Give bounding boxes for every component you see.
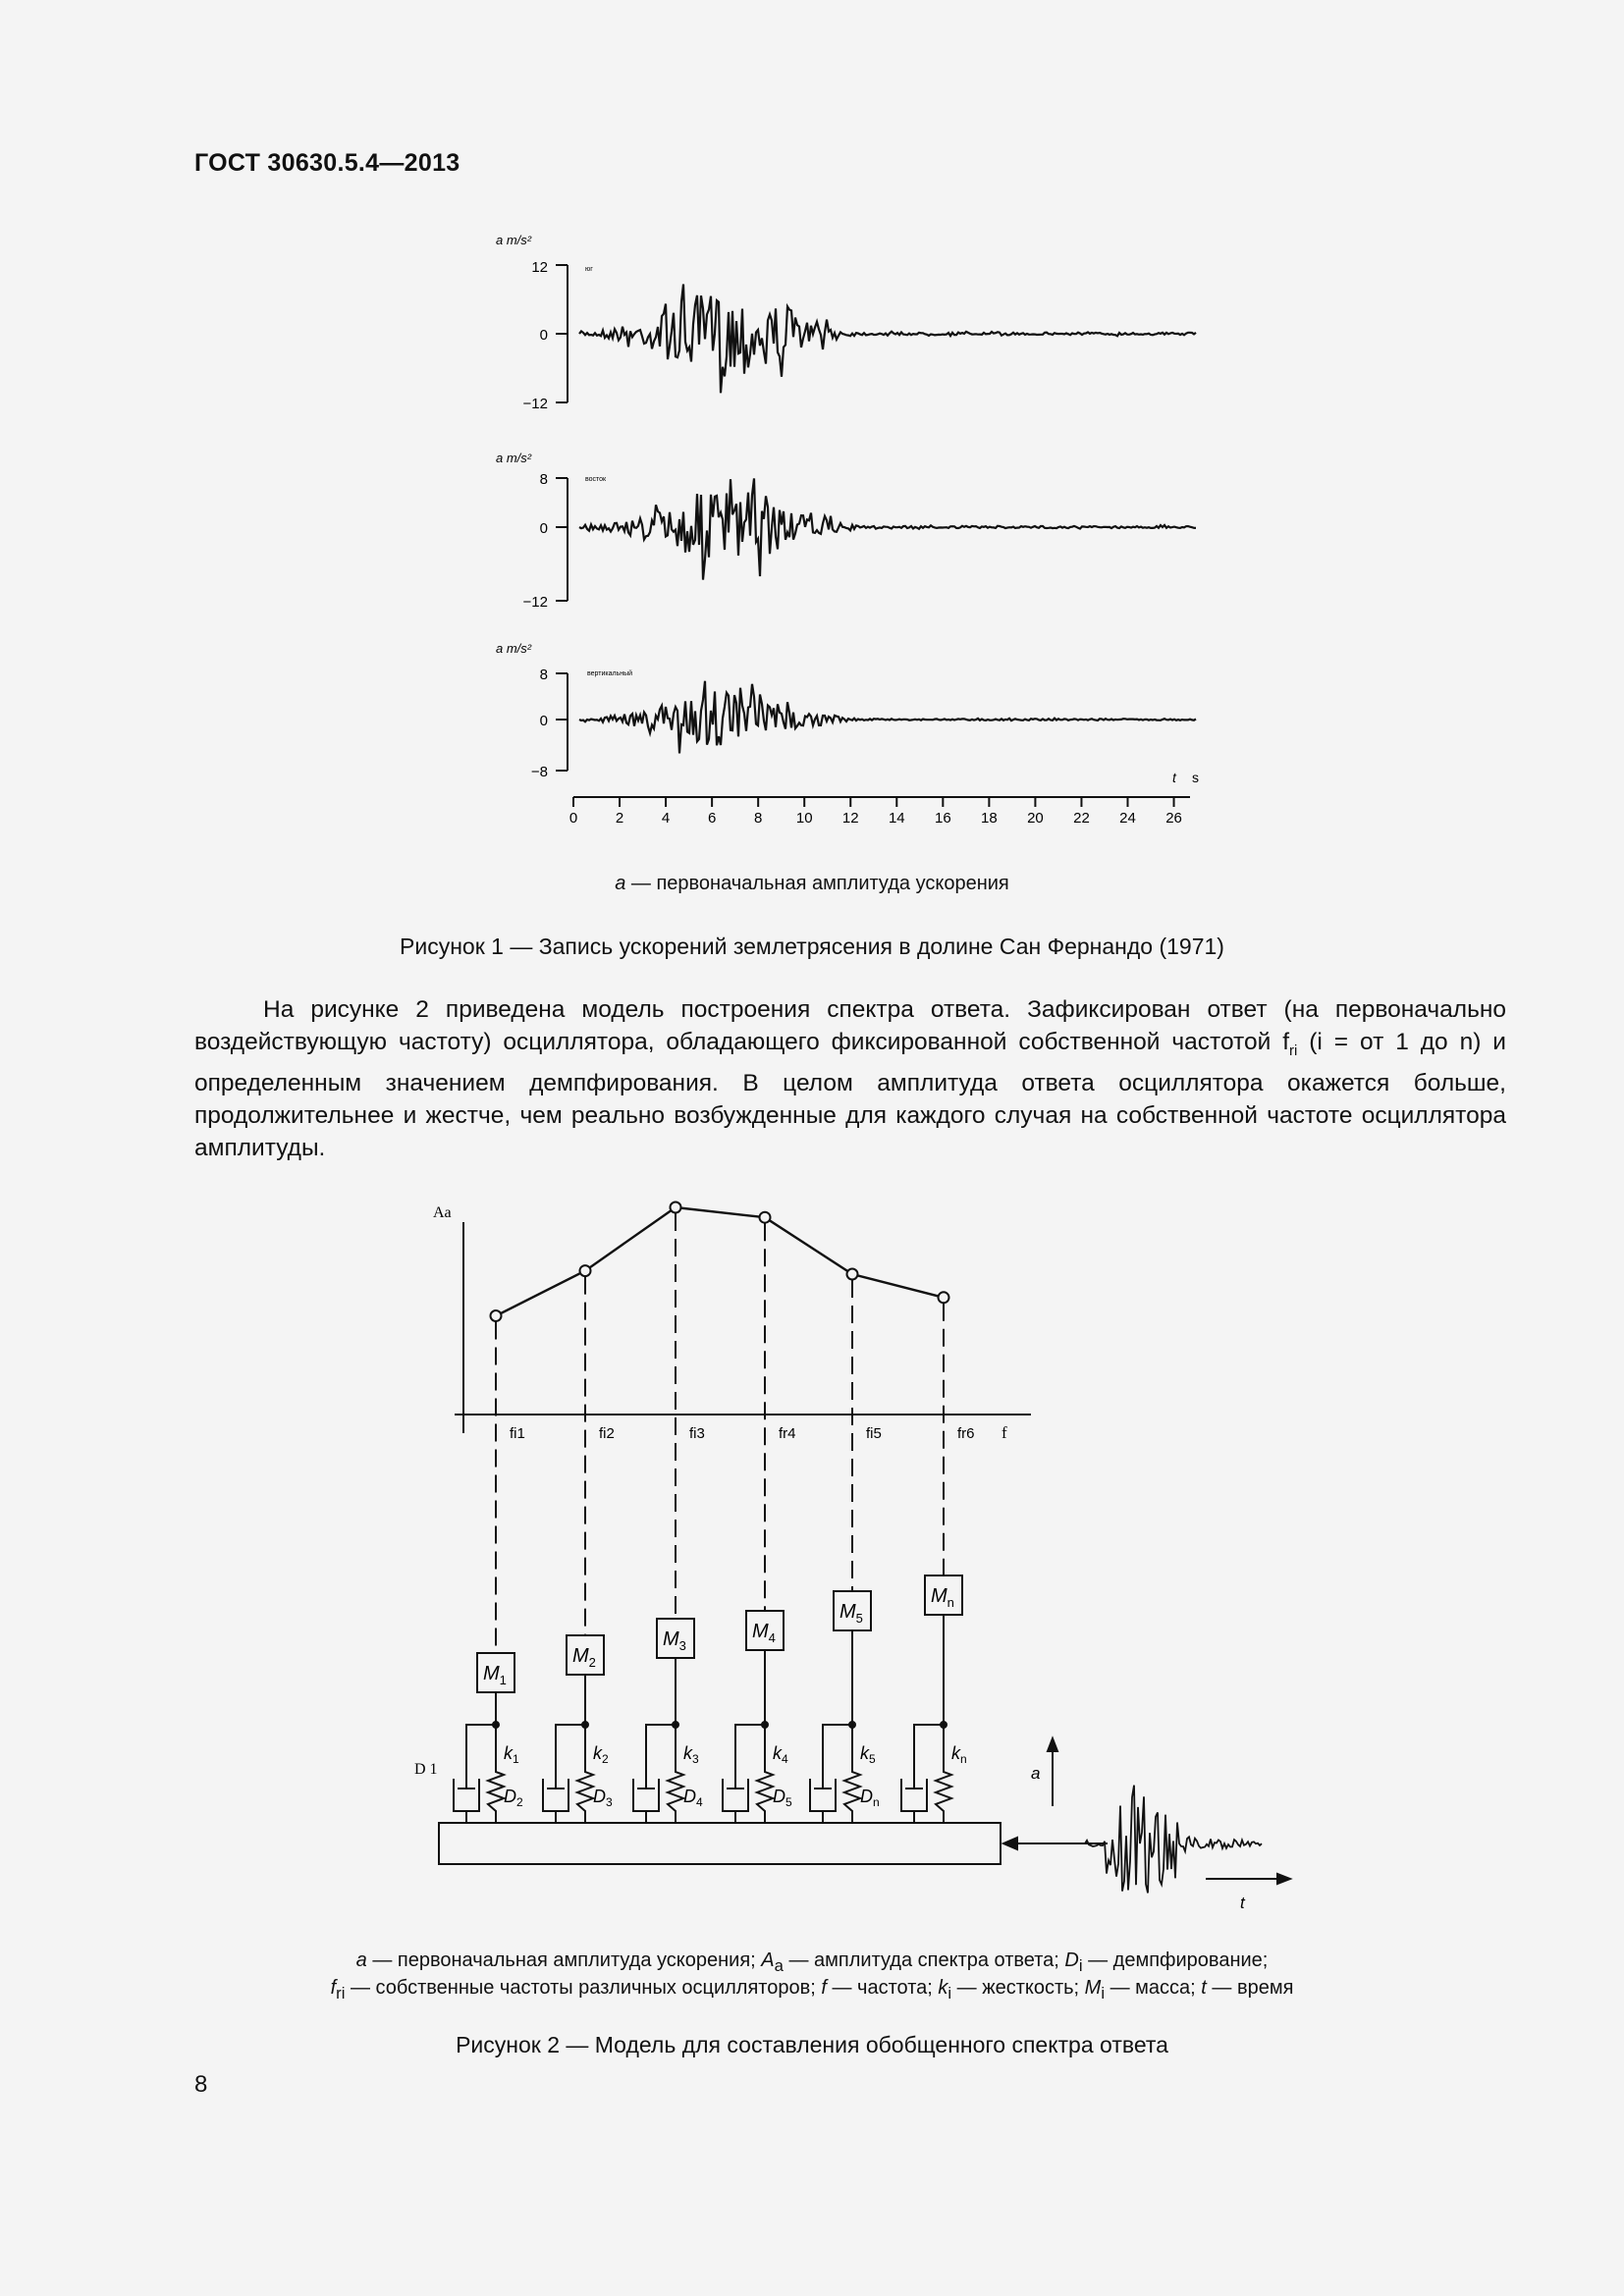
damping-label: $D_4$: [683, 1787, 703, 1809]
panel2-tick-top: 8: [539, 471, 548, 488]
frequency-label: fr4: [779, 1425, 796, 1442]
panel2-unit-label: a m/s²: [496, 451, 532, 465]
spectrum-point: [847, 1269, 858, 1280]
stiffness-label: $k_4$: [773, 1743, 788, 1766]
panel2-tick-bottom: −12: [522, 594, 548, 611]
fig2-y-label: Aa: [433, 1204, 452, 1221]
page-number: 8: [194, 2071, 208, 2098]
panel3-tick-zero: 0: [539, 713, 548, 729]
stiffness-label: $k_2$: [593, 1743, 609, 1766]
spectrum-point: [580, 1265, 591, 1276]
panel3-tick-bottom: −8: [530, 764, 548, 780]
time-axis-t: t: [1172, 770, 1176, 785]
figure2-legend-line1: a — первоначальная амплитуда ускорения; $A_a$ — амплитуда спектра ответа; $D_i$ — демпфирование;: [355, 1949, 1269, 1975]
fig2-x-label: f: [1001, 1423, 1007, 1442]
panel1-tick-bottom: −12: [522, 396, 548, 412]
time-tick-label: 4: [661, 810, 671, 827]
panel3-component: вертикальный: [587, 670, 633, 677]
excitation-waveform: [1085, 1786, 1262, 1894]
panel2-tick-zero: 0: [539, 520, 548, 537]
panel3-unit-label: a m/s²: [496, 641, 532, 656]
frequency-label: fi2: [599, 1425, 615, 1442]
base-platform: [439, 1823, 1001, 1864]
figure1-legend-text: — первоначальная амплитуда ускорения: [625, 873, 1009, 894]
stiffness-label: $k_1$: [504, 1743, 519, 1766]
spectrum-point: [939, 1292, 949, 1303]
damping-label: $D_3$: [593, 1787, 613, 1809]
spring: [757, 1725, 773, 1823]
panel2-component: восток: [585, 476, 607, 483]
time-tick-label: 24: [1119, 810, 1136, 827]
panel1-tick-zero: 0: [539, 327, 548, 344]
spring: [577, 1725, 593, 1823]
spring: [844, 1725, 860, 1823]
document-header: ГОСТ 30630.5.4—2013: [194, 149, 460, 177]
time-tick-label: 26: [1165, 810, 1182, 827]
damping-label: $D_2$: [504, 1787, 523, 1809]
time-tick-label: 2: [615, 810, 624, 827]
panel3-tick-top: 8: [539, 667, 548, 683]
spectrum-point: [760, 1212, 771, 1223]
time-tick-label: 20: [1027, 810, 1044, 827]
damping-label: $D_5$: [773, 1787, 792, 1809]
spectrum-point: [491, 1310, 502, 1321]
mass-label: $M_n$: [931, 1585, 954, 1610]
response-spectrum-line: [496, 1207, 944, 1316]
frequency-label: fi5: [866, 1425, 882, 1442]
time-tick-label: 6: [707, 810, 717, 827]
mass-label: $M_1$: [483, 1663, 507, 1687]
excitation-arrowhead: [1003, 1838, 1017, 1849]
paragraph-part2: (i = от 1 до n) и определенным значением демпфирования. В целом амплитуда ответа осциллятора окажется больше, продолжительнее и жестче, чем реально возбужденные для каждого случая на собственной частоте осциллятора амплитуды.: [194, 1029, 1506, 1161]
spring: [488, 1725, 504, 1823]
time-tick-label: 22: [1073, 810, 1090, 827]
mass-label: $M_5$: [839, 1601, 863, 1626]
excitation-a-label: a: [1031, 1764, 1041, 1783]
stiffness-label: $k_n$: [951, 1743, 967, 1766]
panel1-tick-top: 12: [531, 259, 548, 276]
stiffness-label: $k_5$: [860, 1743, 876, 1766]
paragraph-part1: На рисунке 2 приведена модель построения спектра ответа. Зафиксирован ответ (на первоначально воздействующую частоту) осциллятора, обладающего фиксированной собственной частотой f: [194, 996, 1506, 1055]
figure1-legend: a — первоначальная амплитуда ускорения: [615, 873, 1009, 894]
paragraph-sub: ri: [1289, 1041, 1298, 1059]
stiffness-label: $k_3$: [683, 1743, 699, 1766]
time-tick-label: 10: [795, 810, 813, 827]
panel1-unit-label: a m/s²: [496, 233, 532, 247]
time-tick-label: 18: [981, 810, 998, 827]
frequency-label: fi1: [510, 1425, 525, 1442]
time-tick-label: 0: [568, 810, 578, 827]
mass-label: $M_4$: [752, 1621, 776, 1645]
time-axis-s: s: [1192, 770, 1199, 785]
figure1-title: Рисунок 1 — Запись ускорений землетрясения в долине Сан Фернандо (1971): [400, 934, 1224, 959]
mass-label: $M_3$: [663, 1629, 686, 1653]
time-tick-label: 8: [753, 810, 763, 827]
frequency-label: fi3: [689, 1425, 705, 1442]
frequency-label: fr6: [957, 1425, 975, 1442]
damping-first-label: D 1: [414, 1761, 438, 1778]
damping-label: $D_n$: [860, 1787, 880, 1809]
excitation-t-label: t: [1240, 1894, 1245, 1912]
mass-label: $M_2$: [572, 1645, 596, 1670]
figure2-legend-line2: $f_{ri}$ — собственные частоты различных осцилляторов; f — частота; $k_i$ — жесткость; $M_i$ — масса; t — время: [330, 1977, 1294, 2002]
spring: [936, 1725, 951, 1823]
spectrum-point: [671, 1202, 681, 1213]
spring: [668, 1725, 683, 1823]
figure2-title: Рисунок 2 — Модель для составления обобщенного спектра ответа: [456, 2032, 1168, 2057]
panel1-component: юг: [585, 266, 593, 273]
time-tick-label: 12: [841, 810, 859, 827]
time-tick-label: 14: [888, 810, 905, 827]
time-tick-label: 16: [934, 810, 951, 827]
